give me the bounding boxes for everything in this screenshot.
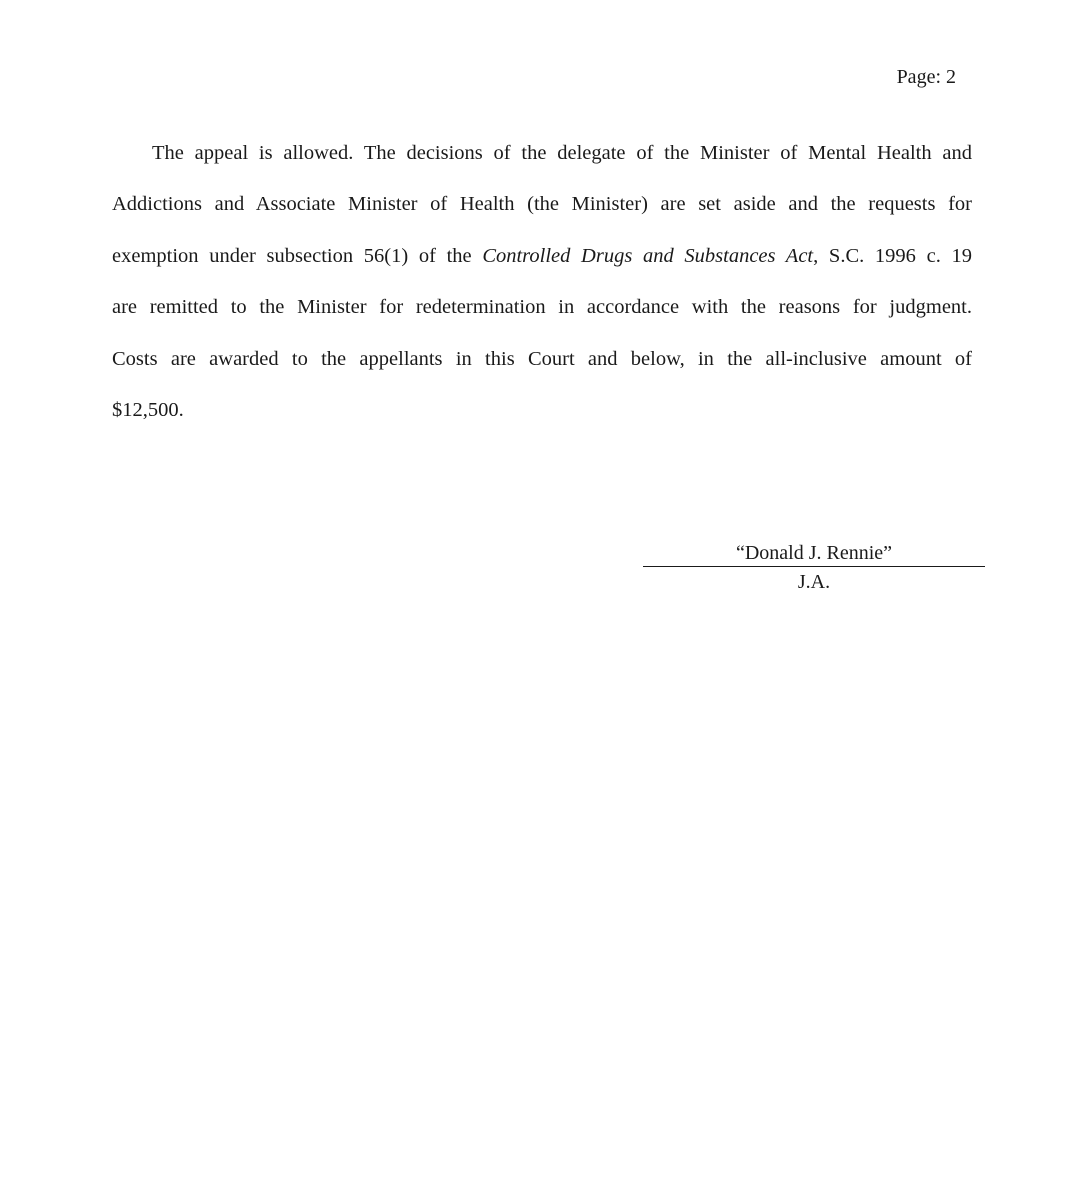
judgment-paragraph xyxy=(112,128,972,436)
paragraph-line-4: are remitted to the Minister for redetermination in accordance with the reasons for judgment. xyxy=(112,296,972,319)
paragraph-line-5: Costs are awarded to the appellants in this Court and below, in the all-inclusive amount of xyxy=(112,347,972,370)
line-3-text-before: exemption under subsection 56(1) of the xyxy=(112,244,483,267)
signature-name: “Donald J. Rennie” xyxy=(643,540,985,567)
paragraph-line-6: $12,500. xyxy=(112,399,184,422)
signature-title: J.A. xyxy=(797,571,831,593)
page-number: Page: 2 xyxy=(896,66,956,88)
paragraph-line-1: The appeal is allowed. The decisions of the delegate of the Minister of Mental Health and xyxy=(152,142,972,164)
paragraph-line-2: Addictions and Associate Minister of Health (the Minister) are set aside and the requests for xyxy=(112,193,972,216)
line-3-text-after: , S.C. 1996 c. 19 xyxy=(813,244,972,267)
paragraph-line-3 xyxy=(112,231,972,282)
act-title: Controlled Drugs and Substances Act xyxy=(482,244,814,267)
signature-block xyxy=(643,540,985,597)
